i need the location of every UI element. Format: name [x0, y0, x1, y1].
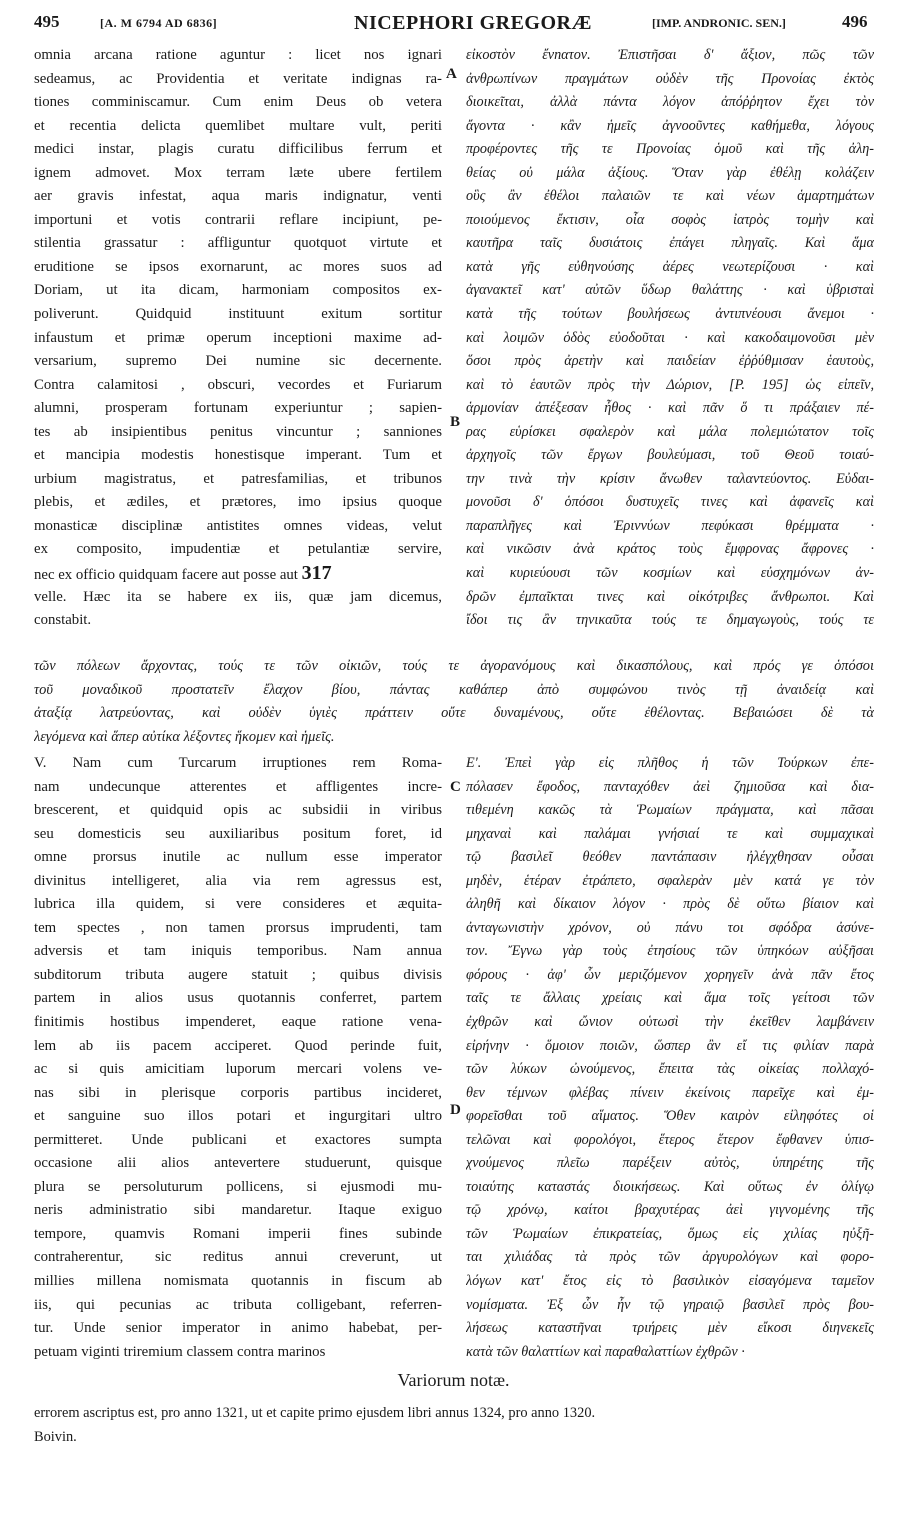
latin-line: et recentia delicta quemlibet multare vult, periti [34, 117, 442, 134]
greek-line: μηδὲν, ἑτέραν ἐτράπετο, σφαλερὰν μὲν κατά γε τὸν [466, 872, 874, 889]
greek-line: διοικεῖται, ἀλλὰ πάντα λόγον ἀπόῤῥητον ἔχει τὸν [466, 94, 874, 111]
latin-line: tempore, quamvis Romani imperii fines subinde [34, 1225, 442, 1242]
greek-line: θεν τέμνων φλέβας πίνειν ἐκείνοις παρεῖχε καὶ ἐμ- [466, 1084, 874, 1101]
greek-line: τον. Ἔγνω γὰρ τοὺς ἐτησίους τῶν ὑπηκόων αὐξῆσαι [466, 943, 874, 960]
greek-line: φορεῖσθαι τοῦ αἵματος. Ὅθεν καιρὸν εἰληφότες οἱ [466, 1108, 874, 1125]
latin-line: Contra calamitosi , obscuri, vecordes et Furiarum [34, 376, 442, 393]
latin-line: ac si quis amicitiam luporum mercari volens ve- [34, 1061, 442, 1078]
notes-heading: Variorum notæ. [397, 1370, 510, 1390]
greek-line: ἀληθῆ καὶ δίκαιον λόγον · πρὸς δὲ οὕτω βίαιον καὶ [466, 896, 874, 913]
page-number-right: 496 [842, 12, 868, 31]
greek-line: ἀνταγωνιστὴν χρόνον, οὐ πάνυ τοι σφόδρα ἀσύνε- [466, 919, 874, 936]
latin-line: urbium magistratus, et patresfamilias, et tribunos [34, 470, 442, 487]
latin-line: tiones comminiscamur. Cum enim Deus ob vetera [34, 94, 442, 111]
greek-line: δρῶν ἐμπαῖκται τινες καὶ οἰκότριβες ἄνθρωποι. Καὶ [466, 588, 874, 605]
greek-line: εἰκοστὸν ἔνnατον. Ἐπιστῆσαι δ' ἄξιον, πῶς τῶν [466, 47, 874, 63]
greek-line: ἐχθρῶν καὶ ὤνιον οὑτωσὶ τὴν ἐκεῖθεν λαμβάνειν [466, 1014, 874, 1031]
latin-line: nas sibi in plerisque corporis partibus incideret, [34, 1084, 442, 1101]
margin-marker-d: D [450, 1102, 461, 1118]
latin-column-top [34, 44, 442, 633]
greek-line: φόρους · ἀφ' ὧν μεριζόμενον χορηγεῖν ἀνὰ πᾶν ἔτος [466, 966, 874, 983]
latin-line: lem ab iis pacem acciperet. Quod perinde fuit, [34, 1037, 442, 1054]
latin-line: medici instar, plagis curatu difficilibus ferrum et [34, 141, 442, 158]
greek-line: ἀταξίᾳ λατρεύοντας, καὶ οὐδὲν ὑγιὲς πράττειν οὔτε δυναμένους, οὔτε ἐθέλοντας. Βεβαιώσει δὲ τὰ [34, 705, 874, 722]
latin-line: nam undecunque atterentes et affligentes incre- [34, 778, 442, 795]
latin-line: infaustum et primæ operum inceptioni maxime ad- [34, 329, 442, 346]
latin-line: alumni, prosperam fortunam experiuntur ; sapien- [34, 400, 442, 417]
latin-line: occasione alii alios antevertere studuerunt, quisque [34, 1155, 442, 1172]
latin-column-bottom [34, 752, 442, 1364]
latin-line: V. Nam cum Turcarum irruptiones rem Roma- [34, 755, 442, 771]
latin-line: ignem admovet. Mox terram læte ubere fertilem [34, 164, 442, 181]
greek-line: κατὰ γῆς εὐθηνούσης ἀέρες νεωτερίζουσι · καὶ [466, 258, 874, 275]
greek-line: καυτῆρα ταῖς δυσιάτοις ἐπάγει πληγαῖς. Καὶ ἅμα [466, 235, 874, 252]
latin-line: stilentia grassatur : affliguntur quotquot virtute et [34, 235, 442, 252]
latin-line: brescerent, et quidquid opis ac subsidii in viribus [34, 802, 442, 819]
greek-line: λόγων κατ' ἔτος εἰς τὸ βασιλικὸν εἰσαγόμενα ταμεῖον [466, 1273, 874, 1290]
greek-line: ὅσοι πρὸς ἀρετὴν καὶ παιδείαν ἐῤῥύθμισαν ἑαυτοὺς, [466, 353, 874, 370]
greek-line: τῶν Ῥωμαίων ἐπικρατείας, ὅμως εἰς χιλίας ηὐξῆ- [466, 1225, 874, 1242]
greek-line: εἰρήνην · ὅμοιον ποιῶν, ὥσπερ ἂν εἴ τις φιλίαν παρὰ [466, 1037, 874, 1054]
latin-line: tur. Unde senior imperator in animo habebat, per- [34, 1320, 442, 1337]
latin-line: divinitus intelligeret, alia via rem agressus est, [34, 872, 442, 889]
margin-marker-a: A [446, 66, 457, 82]
page-number-left: 495 [34, 12, 60, 31]
latin-line-text: nec ex officio quidquam facere aut posse aut [34, 567, 298, 584]
greek-line: τελῶναι καὶ φορολόγοι, ἕτερος ἕτερον ἔφθανεν ὑπισ- [466, 1131, 874, 1148]
latin-line [34, 562, 442, 586]
latin-line: constabit. [34, 612, 92, 629]
latin-line: monasticæ disciplinæ antistites omnes videas, velut [34, 517, 442, 534]
date-heading: [A. M 6794 AD 6836] [100, 16, 218, 30]
latin-line: poliverunt. Quidquid instituunt exitum sortitur [34, 306, 442, 323]
greek-line: παραπλῆγες καὶ Ἐριννύων πεφύκασι θρέμματα · [466, 517, 874, 534]
latin-line: neris administratio sibi mandaretur. Itaque exiguo [34, 1202, 442, 1219]
greek-line: λεγόμενα καὶ ἅπερ αὐτίκα λέξοντες ἥκομεν καὶ ἡμεῖς. [34, 728, 335, 745]
latin-line: et sanguine suo illos potari et ingurgitari ultro [34, 1108, 442, 1125]
greek-line: ἀγανακτεῖ κατ' αὐτῶν ὕδωρ θαλάττης · καὶ ὑβρισταὶ [466, 282, 874, 299]
greek-line: τοῦ μοναδικοῦ προστατεῖν ἔλαχον βίου, πάντας καθάπερ ἀπὸ συμφώνου τινὸς τῇ ἀναιδείᾳ καὶ [34, 681, 874, 698]
greek-line: την τινὰ τὴν κρίσιν ἄνωθεν ταλαντεύοντος. Εὐδαι- [466, 470, 874, 487]
latin-line: lubrica illa quidem, si vere consideres et æquita- [34, 896, 442, 913]
greek-line: ἀρχηγοῖς τῶν ἔργων βουλεύμασι, τοῦ Θεοῦ τοιαύ- [466, 447, 874, 464]
latin-line: sedeamus, ac Providentia et veritate indignas ra- [34, 70, 442, 87]
greek-line: καὶ λοιμῶν ὁδὸς εὐοδοῦται · καὶ κακοδαιμονοῦσι μὲν [466, 329, 874, 346]
greek-line: μονοῦσι δ' ὁπόσοι δυστυχεῖς τινες καὶ ἀφανεῖς καὶ [466, 494, 874, 511]
greek-full-width-block [34, 655, 874, 749]
latin-line: finitimis hostibus impenderet, eaque ratione vena- [34, 1014, 442, 1031]
latin-line: petuam viginti triremium classem contra marinos [34, 1343, 326, 1360]
latin-line: et mancipia modestis honestisque imperant. Tum et [34, 447, 442, 464]
latin-line: aer gravis infestat, aqua maris indignatur, venti [34, 188, 442, 205]
greek-line: ἴδοι τις ἂν τηνικαῦτα τούς τε δημαγωγοὺς, τούς τε [466, 612, 874, 629]
greek-line: καὶ κυριεύουσι τῶν κοσμίων καὶ εὐσχημόνων ἀν- [466, 565, 874, 582]
latin-line: plura se persoluturum pollicens, si ejusmodi mu- [34, 1178, 442, 1195]
latin-line: iis, qui pecunias ac tributa colligebant, referren- [34, 1296, 442, 1313]
greek-line: ποιούμενος ἔκτισιν, οἷα σοφὸς ἰατρὸς τομὴν καὶ [466, 211, 874, 228]
greek-line: ἀνθρωπίνων πραγμάτων οὐδὲν τῆς Προνοίας ἐκτὸς [466, 70, 874, 87]
greek-line: πόλασεν ἔφοδος, πανταχόθεν ἀεὶ ζημιοῦσα καὶ δια- [466, 778, 874, 795]
greek-line: ρας εὑρίσκει σφαλερὸν καὶ μάλα πολεμιώτατον τοῖς [466, 423, 874, 440]
margin-marker-c: C [450, 779, 461, 795]
greek-line: κατὰ τῆς τούτων βουλήσεως ἀντιπνέουσι ἄνεμοι · [466, 306, 874, 323]
latin-line: adversis et tam iniquis temporibus. Nam annua [34, 943, 442, 960]
latin-line: subditorum tributa augere statuit ; quibus divisis [34, 966, 442, 983]
latin-line: permitteret. Unde publicani et exactores sumpta [34, 1131, 442, 1148]
greek-line: ἄγοντα · κἂν ἡμεῖς ἀγνοοῦντες καθήμεθα, λόγους [466, 117, 874, 134]
latin-line: tes ab insipientibus penitus vincuntur ; sanniones [34, 423, 442, 440]
greek-line: Ε'. Ἐπεὶ γὰρ εἰς πλῆθος ἡ τῶν Τούρκων ἐπε- [466, 755, 874, 771]
greek-line: τιθεμένη κακῶς τὰ Ῥωμαίων πράγματα, καὶ πᾶσαι [466, 802, 874, 819]
latin-line: omne prorsus inutile ac nullum esse imperator [34, 849, 442, 866]
greek-line: κατὰ τῶν θαλαττίων καὶ παραθαλαττίων ἐχθρῶν · [466, 1343, 745, 1360]
greek-line: οὓς ἂν ἐθέλοι παλαιῶν τε καὶ νέων ἁμαρτημάτων [466, 188, 874, 205]
notes-block [34, 1402, 874, 1449]
greek-line: χνούμενος πλεῖω παρέξειν αὐτὸς, ὑπηρέτης τῆς [466, 1155, 874, 1172]
greek-line: καὶ νικῶσιν ἀνὰ κράτος τοὺς ἔμφρονας ἄφρονες · [466, 541, 874, 558]
greek-line: θείας οὐ μάλα ἀξίους. Ὅταν γὰρ ἐθέλῃ κολάζειν [466, 164, 874, 181]
latin-line: Doriam, ut ita dicam, harmoniam compositos ex- [34, 282, 442, 299]
running-header [34, 8, 874, 38]
latin-line: seu domesticis seu auxiliaribus positum foret, id [34, 825, 442, 842]
greek-line: μηχαναὶ καὶ παλάμαι γνήσιαί τε καὶ συμμαχικαὶ [466, 825, 874, 842]
greek-line: τῷ χρόνῳ, καίτοι βραχυτέρας ἀεὶ γιγνομένης τῆς [466, 1202, 874, 1219]
latin-line: importuni et votis contrarii reflare incipiunt, pe- [34, 211, 442, 228]
page-title: NICEPHORI GREGORÆ [354, 12, 592, 34]
latin-line: plebis, et ædiles, et prætores, imo ipsius quoque [34, 494, 442, 511]
greek-line: τῶν πόλεων ἄρχοντας, τούς τε τῶν οἰκιῶν, τούς τε ἀγορανόμους καὶ δικασπόλους, καὶ πρός γε ὁπόσοι [34, 658, 874, 674]
latin-line: contraherentur, sic reditus annui creverunt, ut [34, 1249, 442, 1266]
latin-line: velle. Hæc ita se habere ex iis, quæ jam dicemus, [34, 588, 442, 605]
latin-line: millies millena nomismata quotannis in fiscum ab [34, 1273, 442, 1290]
latin-line: tem spectes , non tamen prorsus imprudenti, tam [34, 919, 442, 936]
greek-line: νομίσματα. Ἐξ ὧν ἦν τῷ γηραιῷ βασιλεῖ πρὸς βου- [466, 1296, 874, 1313]
latin-section-number: 317 [301, 562, 332, 585]
greek-line: καὶ τὸ ἑαυτῶν πρὸς τὴν Δώριον, [P. 195] ὡς εἰπεῖν, [466, 376, 874, 393]
greek-line: λήσεως καταστῆναι τριήρεις μὲν εἴκοσι διηνεκεῖς [466, 1320, 874, 1337]
greek-column-bottom [466, 752, 874, 1364]
greek-line: τοιαύτης καταστάς διοικήσεως. Καὶ οὕτως ἐν ὀλίγῳ [466, 1178, 874, 1195]
greek-line: προφέροντες τῆς τε Προνοίας ὁμοῦ καὶ τῆς ἀλη- [466, 141, 874, 158]
note-line: Boivin. [34, 1428, 77, 1445]
greek-line: ταῖς τε ἄλλαις χρείαις καὶ ἅμα τοῖς γείτοσι τῶν [466, 990, 874, 1007]
latin-line: versarium, supremo Dei numine sic decernente. [34, 353, 442, 370]
greek-column-top [466, 44, 874, 633]
reign-heading: [IMP. ANDRONIC. SEN.] [652, 16, 786, 30]
greek-line: ἁρμονίαν ἀπέξεσαν ἦθος · καὶ πᾶν ὅ τι πράξαιεν πέ- [466, 400, 874, 417]
note-line: errorem ascriptus est, pro anno 1321, ut et capite primo ejusdem libri annus 1324, pro anno 1320. [34, 1405, 596, 1421]
greek-line: τῷ βασιλεῖ θεόθεν παντάπασιν ἠλέγχθησαν οὖσαι [466, 849, 874, 866]
latin-line: partem in alios usus quotannis conferret, partem [34, 990, 442, 1007]
latin-line: omnia arcana ratione aguntur : licet nos ignari [34, 47, 442, 63]
latin-line: ex composito, impudentiæ et petulantiæ servire, [34, 541, 442, 558]
margin-marker-b: B [450, 414, 461, 430]
greek-line: τῶν λύκων ὠνούμενος, ἔπειτα τὰς οἰκείας πολλαχό- [466, 1061, 874, 1078]
latin-line: eruditione se ipsos exornarunt, ac mores suos ad [34, 258, 442, 275]
greek-line: ται χιλιάδας τὰ πρὸς τῶν ἀργυρολόγων καὶ φορο- [466, 1249, 874, 1266]
